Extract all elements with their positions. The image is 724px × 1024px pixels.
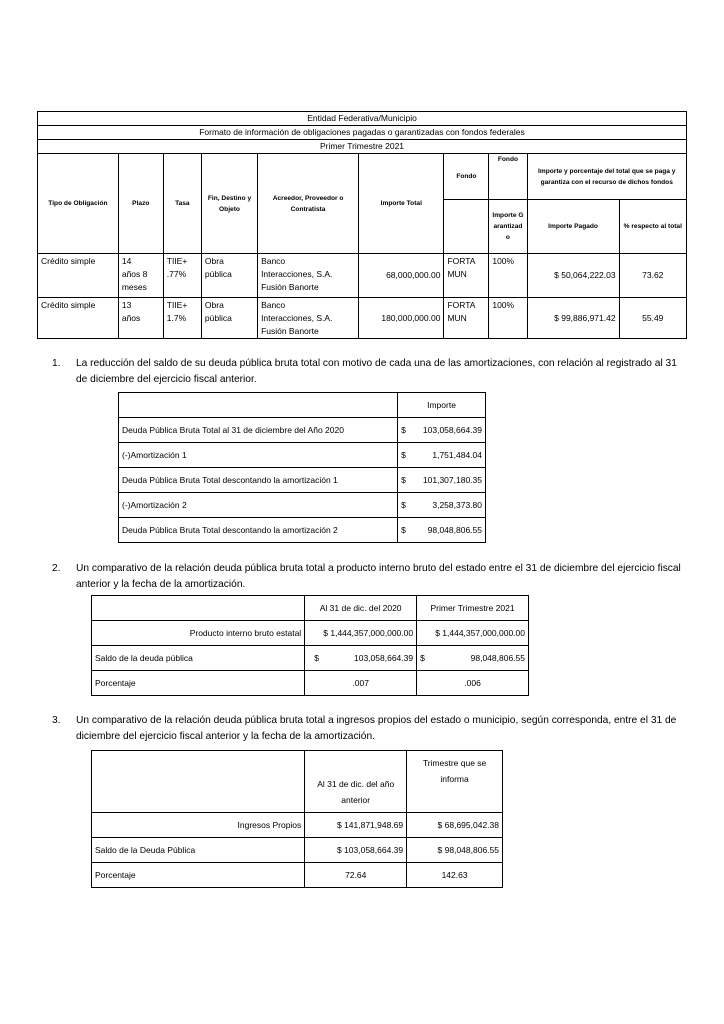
fin-line: Obra [204,300,224,310]
currency-symbol: $ [401,450,406,460]
header-importe-pagado: Importe Pagado [527,200,619,254]
header-plazo: Plazo [118,154,163,254]
row-label: Producto interno bruto estatal [92,621,305,646]
header-col2: Primer Trimestre 2021 [417,596,529,621]
table-row [92,621,529,646]
header-fin: Fin, Destino y Objeto [201,154,257,254]
row-value [398,418,486,443]
fondo-line: FORTA [447,300,476,310]
amount: 103,058,664.39 [354,653,414,663]
cell-pct-total: 55.49 [619,298,686,339]
section-number: 1. [52,358,61,369]
cell-fin [201,298,257,339]
amount: 103,058,664.39 [422,425,482,435]
fondo-line: FORTA [447,256,476,266]
table-row [119,443,486,468]
acreedor-line: Interacciones, S.A. [261,269,333,279]
row-label: Ingresos Propios [92,813,305,838]
tasa-line: 1.7% [166,313,187,323]
section-text: Un comparativo de la relación deuda pública bruta total a producto interno bruto del estado entre el 31 de diciembre del ejercicio fiscal anterior y la fecha de la amortización. [76,563,681,590]
row-label: Saldo de la Deuda Pública [92,838,305,863]
header-col2: Trimestre que se informa [407,751,503,813]
acreedor-line: Fusión Banorte [261,282,319,292]
amount: 101,307,180.35 [422,475,482,485]
header-tipo: Tipo de Obligación [38,154,119,254]
table-row [92,671,529,696]
row-label: (-)Amortización 1 [119,443,398,468]
plazo-line: meses [121,282,147,292]
amortizacion-table [118,392,486,543]
header-fondo-blank [444,200,489,254]
cell-acreedor [258,254,359,298]
cell-pct-total: 73.62 [619,254,686,298]
row-label: Deuda Pública Bruta Total al 31 de diciembre del Año 2020 [119,418,398,443]
acreedor-line: Banco [261,256,286,266]
row-label: Deuda Pública Bruta Total descontando la amortización 2 [119,518,398,543]
cell-acreedor [258,298,359,339]
plazo-line: años 8 [121,269,148,279]
table-row [92,813,503,838]
currency-symbol: $ [420,653,425,663]
cell-tasa [163,254,201,298]
saldo-value-anterior: $ 103,058,664.39 [305,838,407,863]
cell-importe-total: 180,000,000.00 [359,298,444,339]
table-row [38,254,687,298]
saldo-value-trimestre: $ 98,048,806.55 [407,838,503,863]
currency-symbol: $ [401,475,406,485]
row-label: (-)Amortización 2 [119,493,398,518]
plazo-line: 13 [121,300,132,310]
currency-symbol: $ [401,525,406,535]
header-importe: Importe [398,393,486,418]
currency-symbol: $ [401,500,406,510]
pct-value-trimestre: 142.63 [407,863,503,888]
row-label: Porcentaje [92,671,305,696]
header-fondo-2: Fondo [489,154,527,200]
amount: 3,258,373.80 [432,500,482,510]
table-row [119,468,486,493]
pib-value-2020: $ 1,444,357,000,000.00 [305,621,417,646]
tasa-line: .77% [166,269,187,279]
header-col1: Al 31 de dic. del 2020 [305,596,417,621]
ingresos-comparison-table [91,750,503,888]
table-row [119,493,486,518]
cell-fin [201,254,257,298]
row-label: Deuda Pública Bruta Total descontando la amortización 1 [119,468,398,493]
section-number: 2. [52,563,61,574]
section-text: Un comparativo de la relación deuda pública bruta total a ingresos propios del estado o municipio, según corresponda, entre el 31 de diciembre del ejercicio fiscal anterior y la fecha de la amortización. [76,715,677,742]
header-col1: Al 31 de dic. del año anterior [305,751,407,813]
ingresos-value-trimestre: $ 68,695,042.38 [407,813,503,838]
row-label: Saldo de la deuda pública [92,646,305,671]
amount: 98,048,806.55 [470,653,525,663]
fin-line: Obra [204,256,224,266]
cell-importe-total: 68,000,000.00 [359,254,444,298]
table-title-entity: Entidad Federativa/Municipio [38,112,687,126]
tasa-line: TIIE+ [166,256,188,266]
cell-fondo [444,254,489,298]
acreedor-line: Interacciones, S.A. [261,313,333,323]
table-title-period: Primer Trimestre 2021 [38,140,687,154]
table-row [92,646,529,671]
header-pct-respecto: % respecto al total [619,200,686,254]
row-value [398,518,486,543]
table-title-format: Formato de información de obligaciones pagadas o garantizadas con fondos federales [38,126,687,140]
table-row [92,838,503,863]
row-label: Porcentaje [92,863,305,888]
blank-header [92,596,305,621]
amount: 1,751,484.04 [432,450,482,460]
fondo-line: MUN [447,313,467,323]
tasa-line: TIIE+ [166,300,188,310]
header-tasa: Tasa [163,154,201,254]
cell-tipo: Crédito simple [38,254,119,298]
header-acreedor: Acreedor, Proveedor o Contratista [258,154,359,254]
plazo-line: años [121,313,141,323]
cell-plazo [118,254,163,298]
row-value [398,443,486,468]
acreedor-line: Banco [261,300,286,310]
currency-symbol: $ [314,653,319,663]
table-row [119,418,486,443]
pib-value-2021: $ 1,444,357,000,000.00 [417,621,529,646]
table-row [119,518,486,543]
header-fondo-1: Fondo [444,154,489,200]
row-value [398,468,486,493]
cell-plazo [118,298,163,339]
header-importe-porcentaje: Importe y porcentaje del total que se paga y garantiza con el recurso de dichos fondos [527,154,686,200]
table-row [92,863,503,888]
currency-symbol: $ [401,425,406,435]
pct-value-2020: .007 [305,671,417,696]
cell-importe-pagado: $ 99,886,971.42 [527,298,619,339]
pct-value-2021: .006 [417,671,529,696]
blank-header [119,393,398,418]
blank-header [92,751,305,813]
acreedor-line: Fusión Banorte [261,326,319,336]
table-row [38,298,687,339]
cell-fondo [444,298,489,339]
fin-line: pública [204,269,232,279]
saldo-value-2020 [305,646,417,671]
cell-pct-fondo: 100% [489,254,527,298]
pct-value-anterior: 72.64 [305,863,407,888]
plazo-line: 14 [121,256,132,266]
amount: 98,048,806.55 [427,525,482,535]
fin-line: pública [204,313,232,323]
pib-comparison-table [91,595,529,696]
cell-importe-pagado: $ 50,064,222.03 [527,254,619,298]
saldo-value-2021 [417,646,529,671]
cell-tasa [163,298,201,339]
header-importe-total: Importe Total [359,154,444,254]
cell-pct-fondo: 100% [489,298,527,339]
section-text: La reducción del saldo de su deuda pública bruta total con motivo de cada una de las amortizaciones, con relación al registrado al 31 de diciembre del ejercicio fiscal anterior. [76,358,677,385]
cell-tipo: Crédito simple [38,298,119,339]
header-importe-garantizado: Importe Garantizado [489,200,527,254]
row-value [398,493,486,518]
section-number: 3. [52,715,61,726]
fondo-line: MUN [447,269,467,279]
ingresos-value-anterior: $ 141,871,948.69 [305,813,407,838]
obligaciones-table [37,111,687,339]
